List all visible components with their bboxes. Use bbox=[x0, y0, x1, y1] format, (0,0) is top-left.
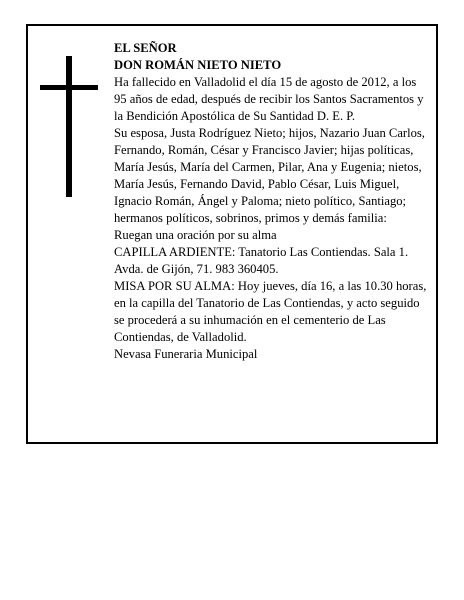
notice-title-line-1: EL SEÑOR bbox=[114, 41, 177, 55]
prayer-request: Ruegan una oración por su alma bbox=[114, 228, 277, 242]
mass-info: MISA POR SU ALMA: Hoy jueves, día 16, a las 10.30 horas, en la capilla del Tanatorio de Las Contiendas, y acto seguido se procederá a su inhumación en el cementerio de Las Contiendas, de Valladolid. bbox=[114, 279, 427, 344]
deceased-name: DON ROMÁN NIETO NIETO bbox=[114, 58, 282, 72]
obituary-notice bbox=[26, 24, 438, 444]
cross-horizontal-bar bbox=[40, 85, 98, 90]
notice-text bbox=[114, 40, 432, 363]
family-list: Su esposa, Justa Rodríguez Nieto; hijos, Nazario Juan Carlos, Fernando, Román, César y Francisco Javier; hijas políticas, María Jesús, María del Carmen, Pilar, Ana y Eugenia; nietos, María Jesús, Fernando David, Pablo César, Luis Miguel, Ignacio Román, Ángel y Paloma; nieto político, Santiago; hermanos políticos, sobrinos, primos y demás familia: bbox=[114, 126, 425, 225]
death-announcement: Ha fallecido en Valladolid el día 15 de agosto de 2012, a los 95 años de edad, después de recibir los Santos Sacramentos y la Bendición Apostólica de Su Santidad D. E. P. bbox=[114, 75, 424, 123]
cross-vertical-bar bbox=[66, 56, 72, 197]
funeral-home-name: Nevasa Funeraria Municipal bbox=[114, 347, 258, 361]
cross-icon bbox=[40, 56, 98, 197]
funeral-chapel-info: CAPILLA ARDIENTE: Tanatorio Las Contiendas. Sala 1. Avda. de Gijón, 71. 983 360405. bbox=[114, 245, 409, 276]
